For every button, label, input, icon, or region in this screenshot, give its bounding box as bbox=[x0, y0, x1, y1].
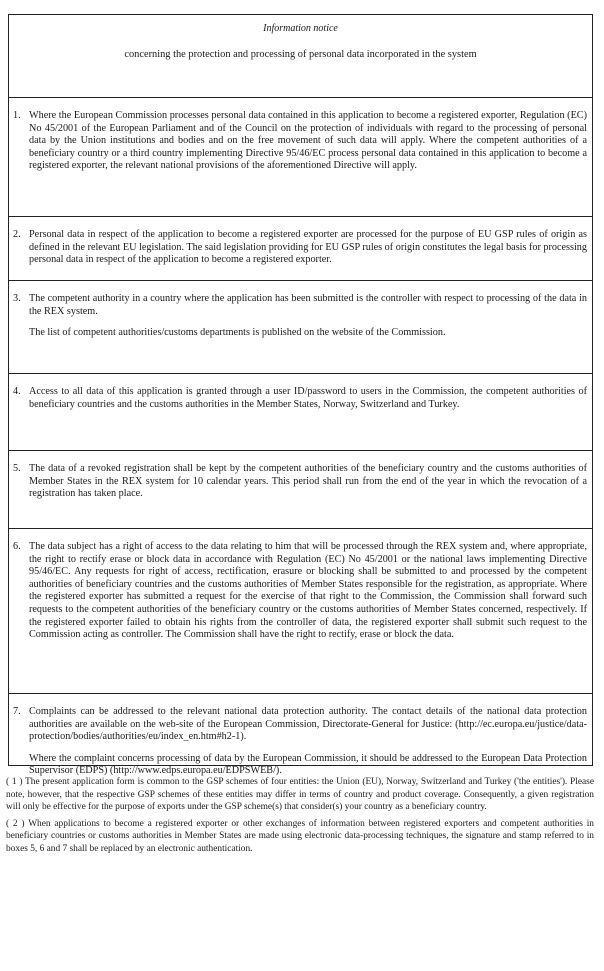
footnote-1: ( 1 ) The present application form is common to the GSP schemes of four entities: the Union (EU), Norway, Switzerland and Turkey ('the entities'). Please note, however, that the respective GSP schemes of these entities may differ in terms of country and product coverage. Consequently, a given registration will only be effective for the purpose of exports under the GSP scheme(s) that consider(s) your country as a beneficiary country. bbox=[6, 777, 594, 812]
notice-section-7 bbox=[9, 694, 592, 777]
notice-subtitle: concerning the protection and processing of personal data incorporated in the system bbox=[124, 49, 477, 60]
footnotes bbox=[6, 776, 594, 859]
notice-title: Information notice bbox=[263, 23, 338, 34]
section-number: 6. bbox=[13, 541, 21, 552]
section-number: 4. bbox=[13, 386, 21, 397]
section-number: 2. bbox=[13, 229, 21, 240]
section-paragraph: The data subject has a right of access to the data relating to him that will be processed through the REX system and, where appropriate, the right to rectify erase or block data in accordance with Regulation (EC) No 45/2001 or the national laws implementing Directive 95/46/EC. Any requests for right of access, rectification, erasure or blocking shall be submitted to and processed by the competent authorities of beneficiary countries and the customs authorities of Member States responsible for the registration, as appropriate. Where the registered exporter has submitted a request for the exercise of that right to the Commission, the Commission shall forward such requests to the competent authorities of the beneficiary country or the customs authorities of Member States concerned, respectively. If the registered exporter failed to obtain his rights from the controller of data, the registered exporter shall submit such request to the Commission acting as controller. The Commission shall have the right to rectify, erase or block the data. bbox=[29, 541, 587, 641]
section-number: 1. bbox=[13, 110, 21, 121]
section-paragraph: Access to all data of this application is granted through a user ID/password to users in the Commission, the competent authorities of beneficiary countries and the customs authorities in the Member States, Norway, Switzerland and Turkey. bbox=[29, 386, 587, 410]
section-paragraph: Where the European Commission processes personal data contained in this application to become a registered exporter, Regulation (EC) No 45/2001 of the European Parliament and of the Council on the protection of individuals with regard to the processing of personal data by the Union institutions and bodies and on the free movement of such data will apply. Where the competent authorities of a beneficiary country or a third country implementing Directive 95/46/EC process personal data contained in this application to become a registered exporter, the relevant national provisions of the aforementioned Directive will apply. bbox=[29, 110, 587, 172]
notice-section-1 bbox=[9, 98, 592, 217]
section-paragraph: The list of competent authorities/customs departments is published on the website of the Commission. bbox=[29, 327, 446, 339]
section-number: 7. bbox=[13, 706, 21, 717]
section-number: 5. bbox=[13, 463, 21, 474]
section-number: 3. bbox=[13, 293, 21, 304]
section-paragraph: Complaints can be addressed to the relevant national data protection authority. The contact details of the national data protection authorities are available on the web-site of the European Commission, Directorate-General for Justice: (http://ec.europa.eu/justice/data-protection/bodies/authorities/eu/index_en.htm#h2-1). bbox=[29, 706, 587, 743]
notice-section-2 bbox=[9, 217, 592, 281]
section-paragraph: The data of a revoked registration shall be kept by the competent authorities of the beneficiary country and the customs authorities of Member States in the REX system for 10 calendar years. This period shall run from the end of the year in which the revocation of a registration has taken place. bbox=[29, 463, 587, 500]
section-paragraph: Personal data in respect of the application to become a registered exporter are processed for the purpose of EU GSP rules of origin as defined in the relevant EU legislation. The said legislation providing for EU GSP rules of origin constitutes the legal basis for processing personal data in respect of the application to become a registered exporter. bbox=[29, 229, 587, 266]
section-paragraph: The competent authority in a country where the application has been submitted is the controller with respect to processing of the data in the REX system. bbox=[29, 293, 587, 317]
notice-header bbox=[9, 15, 592, 98]
notice-section-6 bbox=[9, 529, 592, 694]
notice-section-5 bbox=[9, 451, 592, 529]
information-notice-frame bbox=[8, 14, 593, 777]
notice-section-4 bbox=[9, 374, 592, 451]
notice-section-3 bbox=[9, 281, 592, 374]
footnote-2: ( 2 ) When applications to become a registered exporter or other exchanges of information between registered exporters and competent authorities in beneficiary countries or customs authorities in Member States are made using electronic data-processing techniques, the signature and stamp referred to in boxes 5, 6 and 7 shall be replaced by an electronic authentication. bbox=[6, 818, 594, 854]
section-paragraph: Where the complaint concerns processing of data by the European Commission, it should be addressed to the European Data Protection Supervisor (EDPS) (http://www.edps.europa.eu/EDPSWEB/). bbox=[29, 752, 587, 777]
